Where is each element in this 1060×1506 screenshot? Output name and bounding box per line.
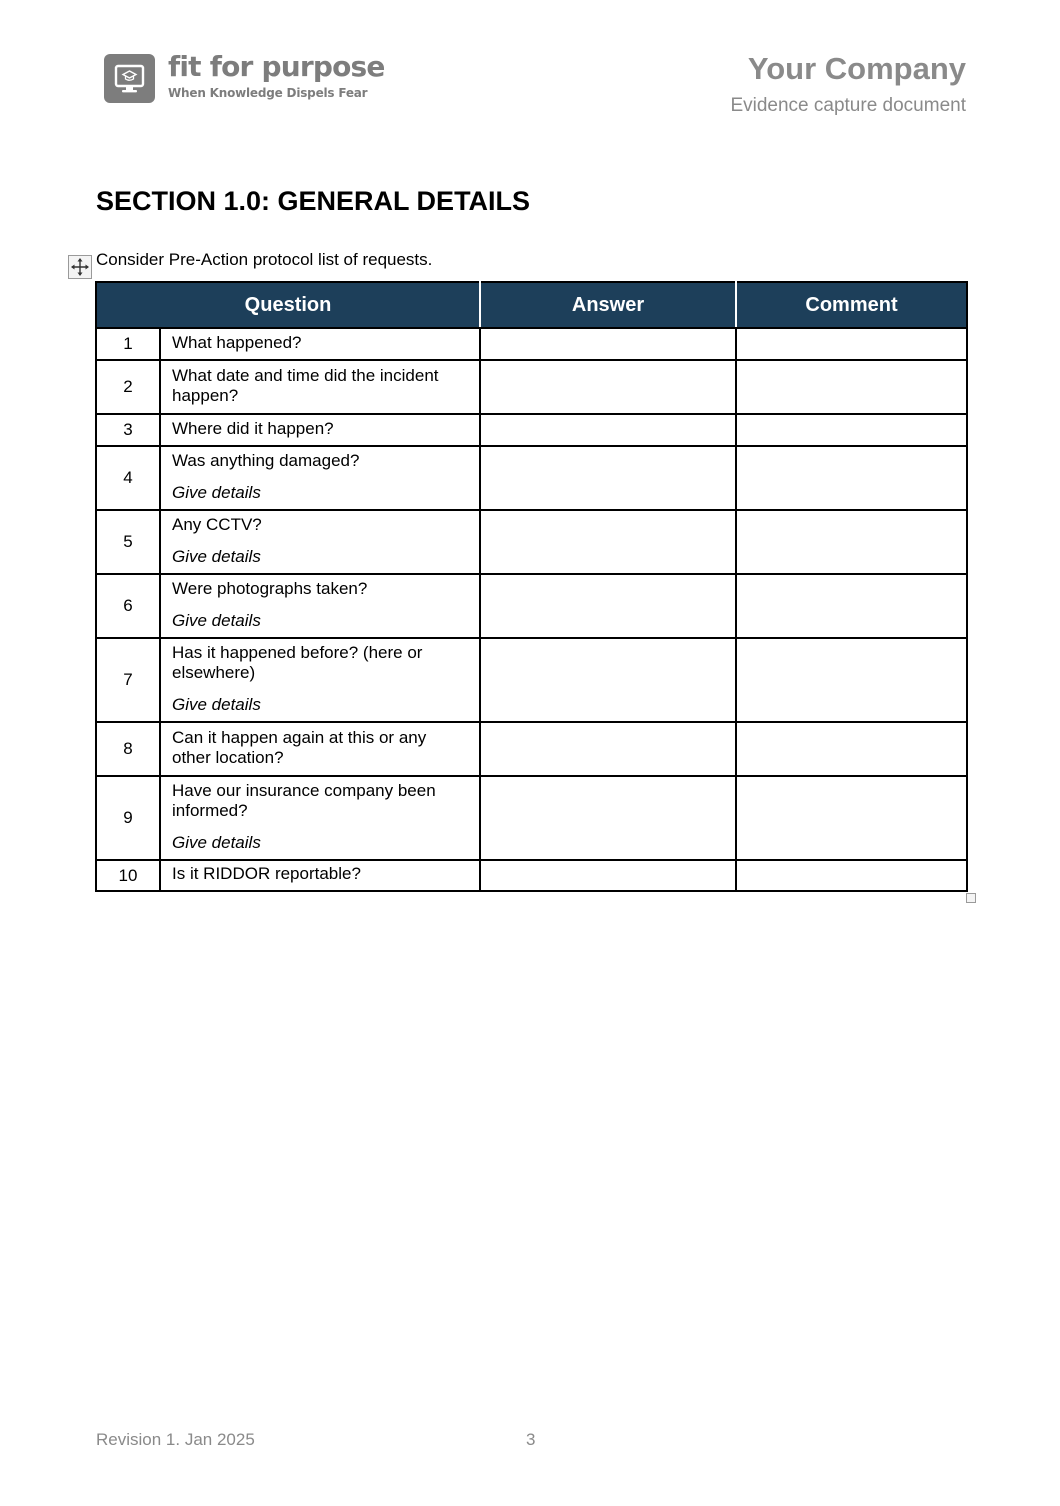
comment-cell[interactable] xyxy=(736,446,967,510)
answer-cell[interactable] xyxy=(480,510,736,574)
question-text: What happened? xyxy=(172,332,302,352)
table-row xyxy=(96,776,967,860)
question-text: Was anything damaged? xyxy=(172,450,360,470)
section-intro: Consider Pre-Action protocol list of requests. xyxy=(96,250,433,269)
comment-cell[interactable] xyxy=(736,328,967,360)
question-text: Where did it happen? xyxy=(172,418,334,438)
answer-cell[interactable] xyxy=(480,328,736,360)
row-number: 2 xyxy=(96,360,160,414)
give-details-text: Give details xyxy=(172,832,261,852)
row-number: 10 xyxy=(96,860,160,891)
row-number: 6 xyxy=(96,574,160,638)
answer-cell[interactable] xyxy=(480,446,736,510)
footer-revision: Revision 1. Jan 2025 xyxy=(96,1430,255,1449)
section-title: SECTION 1.0: GENERAL DETAILS xyxy=(96,186,531,216)
page-number: 3 xyxy=(526,1430,536,1449)
table-row xyxy=(96,510,967,574)
give-details-text: Give details xyxy=(172,546,261,566)
comment-cell[interactable] xyxy=(736,360,967,414)
question-text: Is it RIDDOR reportable? xyxy=(172,864,361,883)
question-text: Have our insurance company been informed? xyxy=(172,780,436,820)
answer-cell[interactable] xyxy=(480,860,736,891)
table-row xyxy=(96,360,967,414)
table-row xyxy=(96,328,967,360)
question-text: What date and time did the incident happen? xyxy=(172,365,439,405)
question-cell xyxy=(160,510,480,574)
comment-cell[interactable] xyxy=(736,574,967,638)
row-number: 7 xyxy=(96,638,160,722)
questions-table xyxy=(95,281,968,892)
comment-cell[interactable] xyxy=(736,414,967,446)
logo-name: fit for purpose xyxy=(168,50,385,83)
question-cell xyxy=(160,860,480,891)
table-row xyxy=(96,574,967,638)
answer-cell[interactable] xyxy=(480,574,736,638)
row-number: 9 xyxy=(96,776,160,860)
give-details-text: Give details xyxy=(172,694,261,714)
brand-logo xyxy=(104,50,385,103)
document-type: Evidence capture document xyxy=(730,95,966,116)
comment-cell[interactable] xyxy=(736,860,967,891)
question-cell xyxy=(160,722,480,776)
question-cell xyxy=(160,776,480,860)
resize-handle-icon[interactable] xyxy=(966,893,976,903)
answer-cell[interactable] xyxy=(480,638,736,722)
question-cell xyxy=(160,638,480,722)
question-text: Can it happen again at this or any other location? xyxy=(172,727,427,767)
comment-cell[interactable] xyxy=(736,510,967,574)
table-row xyxy=(96,722,967,776)
table-header-row xyxy=(96,282,967,328)
comment-cell[interactable] xyxy=(736,776,967,860)
comment-cell[interactable] xyxy=(736,638,967,722)
answer-cell[interactable] xyxy=(480,776,736,860)
give-details-text: Give details xyxy=(172,610,261,630)
question-cell xyxy=(160,446,480,510)
comment-cell[interactable] xyxy=(736,722,967,776)
company-block xyxy=(730,50,966,117)
answer-cell[interactable] xyxy=(480,414,736,446)
company-name: Your Company xyxy=(747,51,966,86)
question-cell xyxy=(160,574,480,638)
question-cell xyxy=(160,360,480,414)
question-cell xyxy=(160,328,480,360)
comment-header: Comment xyxy=(736,282,967,328)
answer-header: Answer xyxy=(480,282,736,328)
table-row xyxy=(96,414,967,446)
row-number: 8 xyxy=(96,722,160,776)
row-number: 5 xyxy=(96,510,160,574)
give-details-text: Give details xyxy=(172,482,261,502)
question-text: Has it happened before? (here or elsewhere) xyxy=(172,642,423,682)
question-text: Were photographs taken? xyxy=(172,578,368,598)
question-cell xyxy=(160,414,480,446)
row-number: 3 xyxy=(96,414,160,446)
logo-tagline: When Knowledge Dispels Fear xyxy=(168,86,368,100)
answer-cell[interactable] xyxy=(480,722,736,776)
row-number: 4 xyxy=(96,446,160,510)
move-arrows-icon[interactable] xyxy=(68,255,92,279)
table-row xyxy=(96,860,967,891)
monitor-graduation-cap-icon xyxy=(104,54,155,103)
row-number: 1 xyxy=(96,328,160,360)
question-header: Question xyxy=(96,282,480,328)
table-row xyxy=(96,446,967,510)
question-text: Any CCTV? xyxy=(172,514,262,534)
table-row xyxy=(96,638,967,722)
answer-cell[interactable] xyxy=(480,360,736,414)
